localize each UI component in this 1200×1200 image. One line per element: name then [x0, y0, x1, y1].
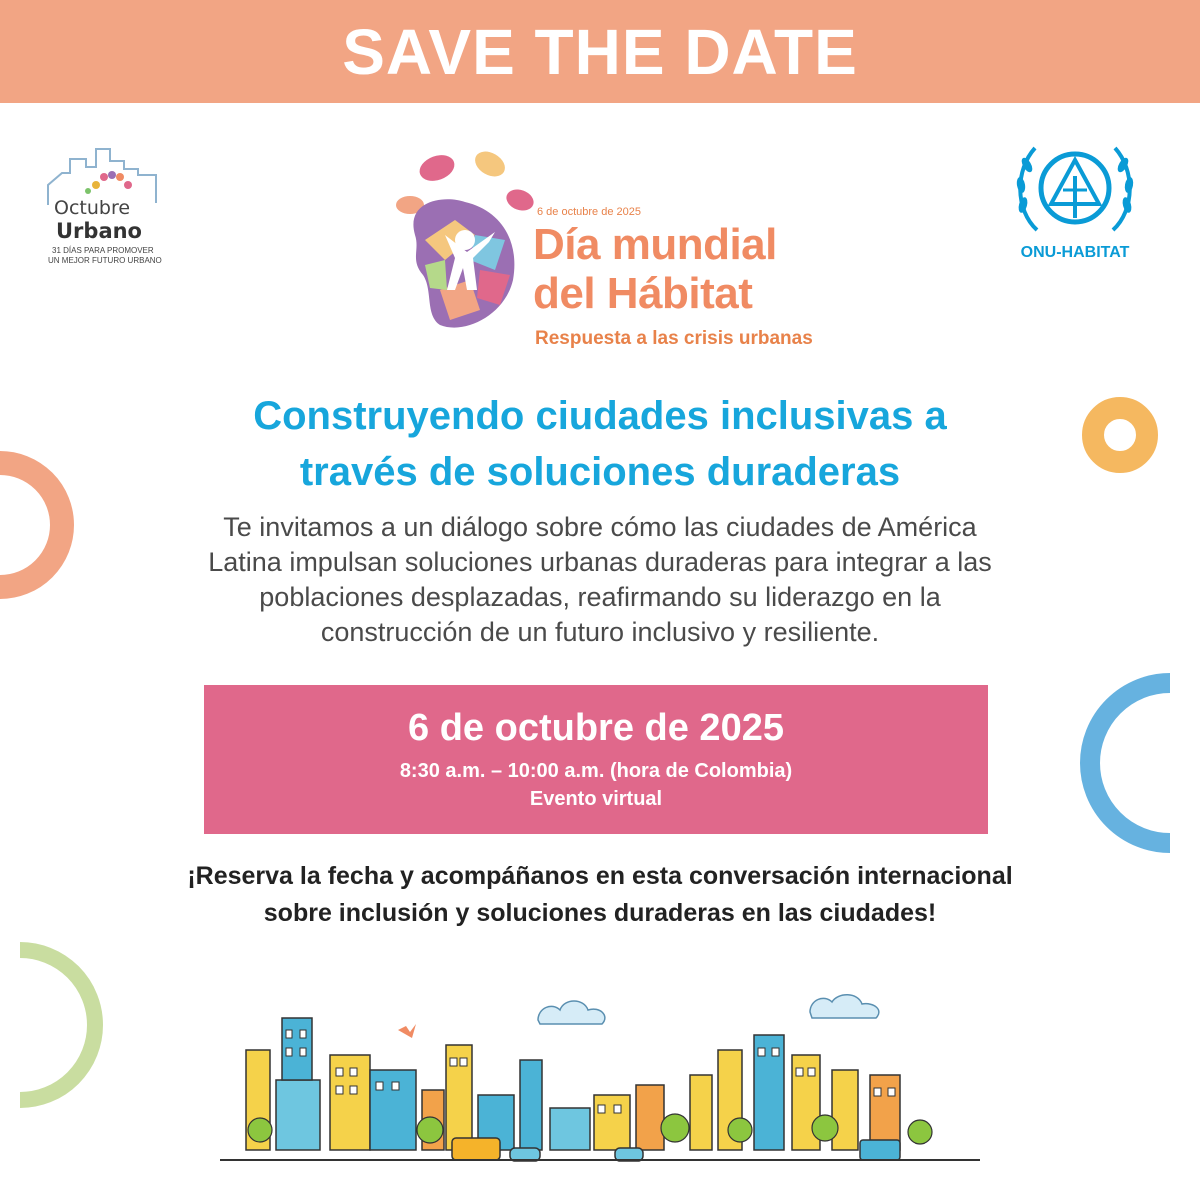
truck-icon	[860, 1140, 900, 1160]
logo-word-urbano: Urbano	[56, 219, 142, 243]
banner-title: SAVE THE DATE	[342, 15, 858, 88]
closing-line-1: ¡Reserva la fecha y acompáñanos en esta conversación internacional	[187, 862, 1013, 890]
un-emblem-icon	[1005, 140, 1145, 240]
green-arc-decoration	[0, 935, 130, 1115]
closing-line-2: sobre inclusión y soluciones duraderas en las ciudades!	[263, 899, 937, 927]
dia-mundial-habitat-logo	[385, 140, 825, 355]
cloud-icon	[538, 995, 879, 1024]
logo-title-line-1: Día mundial	[533, 220, 777, 269]
city-skyline-illustration	[220, 990, 980, 1165]
logo-word-octubre: Octubre	[54, 197, 131, 219]
closing-message	[60, 858, 1140, 932]
intro-paragraph	[110, 510, 1090, 650]
onu-habitat-label: ONU-HABITAT	[1020, 244, 1130, 261]
yellow-ring-decoration	[1080, 395, 1160, 475]
octubre-urbano-logo	[40, 145, 180, 275]
bus-icon	[452, 1138, 500, 1160]
logo-tagline-2: UN MEJOR FUTURO URBANO	[48, 256, 162, 265]
save-the-date-banner	[0, 0, 1200, 103]
intro-line-1: Te invitamos a un diálogo sobre cómo las ciudades de América	[223, 512, 977, 542]
intro-line-4: construcción de un futuro inclusivo y resiliente.	[320, 617, 880, 647]
orange-arc-decoration	[0, 450, 80, 600]
main-heading	[110, 388, 1090, 500]
colorful-figure-icon	[385, 140, 535, 340]
logo-title-line-2: del Hábitat	[533, 269, 753, 318]
heading-line-1: Construyendo ciudades inclusivas a	[253, 394, 947, 438]
heading-line-2: través de soluciones duraderas	[299, 450, 901, 494]
logo-tagline-1: 31 DÍAS PARA PROMOVER	[52, 246, 154, 255]
logo-subtitle: Respuesta a las crisis urbanas	[535, 328, 813, 349]
blue-arc-decoration	[1060, 665, 1180, 865]
event-time: 8:30 a.m. – 10:00 a.m. (hora de Colombia)	[399, 760, 793, 782]
intro-line-2: Latina impulsan soluciones urbanas duraderas para integrar a las	[208, 547, 992, 577]
event-mode: Evento virtual	[529, 788, 663, 810]
event-date-box	[204, 685, 988, 834]
onu-habitat-logo	[1005, 140, 1145, 270]
intro-line-3: poblaciones desplazadas, reafirmando su liderazgo en la	[259, 582, 941, 612]
event-date: 6 de octubre de 2025	[408, 707, 784, 749]
bird-icon	[398, 1024, 416, 1038]
logo-date: 6 de octubre de 2025	[537, 206, 641, 218]
